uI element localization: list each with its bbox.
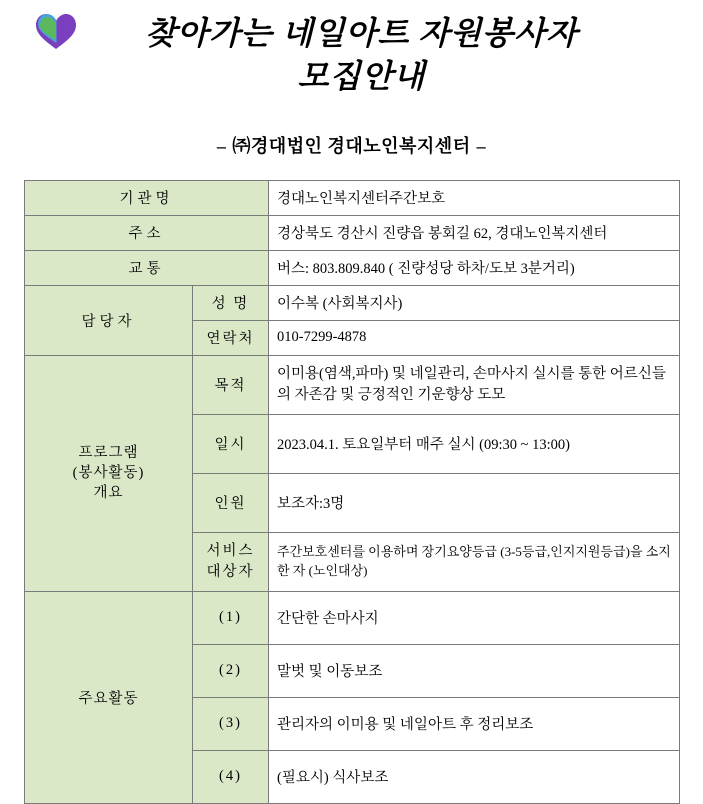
info-table [24,180,680,804]
target-label-line-1: 서비스 [206,543,255,560]
document-header [0,0,703,98]
sublabel-contact-phone: 연락처 [193,320,269,355]
document-subtitle [0,132,703,158]
value-contact-name: 이수복 (사회복지사) [269,285,680,320]
value-program-schedule: 2023.04.1. 토요일부터 매주 실시 (09:30 ~ 13:00) [269,414,680,473]
row-label-address: 주소 [25,215,269,250]
value-contact-phone: 010-7299-4878 [269,320,680,355]
sublabel-program-headcount: 인원 [193,473,269,532]
row-label-transport: 교통 [25,250,269,285]
sublabel-program-purpose: 목적 [193,355,269,414]
sublabel-program-schedule: 일시 [193,414,269,473]
program-label-line-3: 개요 [93,485,124,502]
sublabel-program-target [193,532,269,591]
row-label-organization: 기관명 [25,180,269,215]
row-label-program [25,355,193,591]
row-label-contact: 담당자 [25,285,193,355]
program-label-line-1: 프로그램 [78,444,139,461]
activity-number-1: (1) [193,591,269,644]
row-value-transport: 버스: 803.809.840 ( 진량성당 하차/도보 3분거리) [269,250,680,285]
subtitle-text: ㈜경대법인 경대노인복지센터 [232,135,471,156]
value-program-purpose: 이미용(염색,파마) 및 네일관리, 손마사지 실시를 통한 어르신들의 자존감 및 긍정적인 기운향상 도모 [269,355,680,414]
table-row [25,591,680,644]
title-line-1: 찾아가는 네일아트 자원봉사자 [145,15,578,51]
page-title [0,12,703,98]
subtitle-dash-left: – [216,135,227,156]
table-row [25,180,680,215]
activity-value-2: 말벗 및 이동보조 [269,644,680,697]
info-table-wrap [24,180,679,804]
program-label-line-2: (봉사활동) [72,465,145,482]
target-label-line-2: 대상자 [206,563,255,580]
row-label-activities: 주요활동 [25,591,193,803]
activity-number-2: (2) [193,644,269,697]
row-value-address: 경상북도 경산시 진량읍 봉회길 62, 경대노인복지센터 [269,215,680,250]
activity-number-4: (4) [193,750,269,803]
subtitle-dash-right: – [476,135,487,156]
table-row [25,215,680,250]
activity-number-3: (3) [193,697,269,750]
activity-value-4: (필요시) 식사보조 [269,750,680,803]
row-value-organization: 경대노인복지센터주간보호 [269,180,680,215]
heart-logo-icon [34,10,80,50]
activity-value-1: 간단한 손마사지 [269,591,680,644]
title-line-2: 모집안내 [297,57,426,94]
table-row [25,285,680,320]
value-program-target: 주간보호센터를 이용하며 장기요양등급 (3-5등급,인지지원등급)을 소지한 자 (노인대상) [269,532,680,591]
value-program-headcount: 보조자:3명 [269,473,680,532]
activity-value-3: 관리자의 이미용 및 네일아트 후 정리보조 [269,697,680,750]
table-row [25,250,680,285]
sublabel-contact-name: 성 명 [193,285,269,320]
table-row [25,355,680,414]
